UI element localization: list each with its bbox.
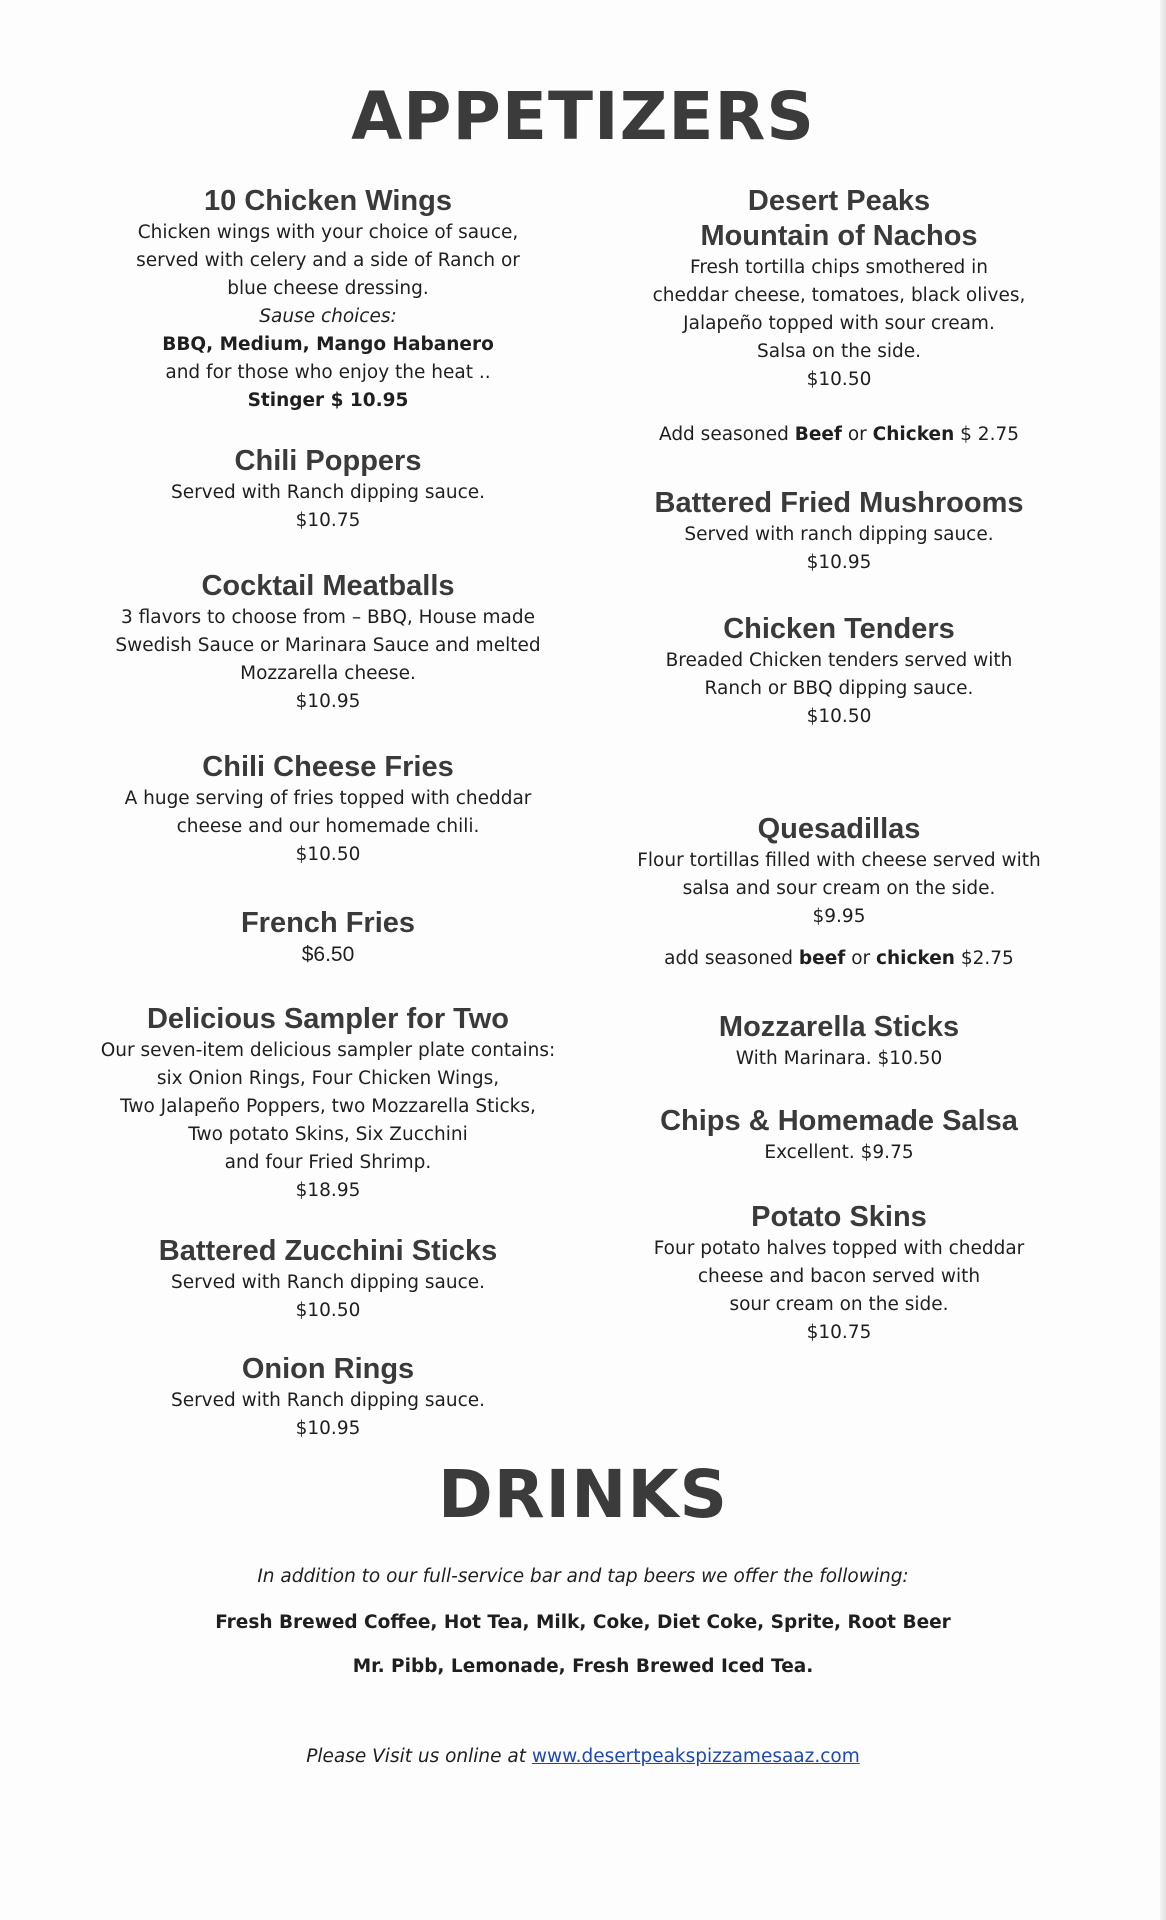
menu-item-battered-zucchini-sticks — [85, 1234, 571, 1325]
item-name: Delicious Sampler for Two — [146, 1003, 510, 1035]
item-name: Cocktail Meatballs — [201, 570, 455, 602]
addon-price: $2.75 — [954, 948, 1014, 969]
item-description-line: With Marinara. $10.50 — [735, 1048, 943, 1069]
drinks-heading: DRINKS — [437, 1456, 729, 1533]
menu-item-chips-and-homemade-salsa — [623, 1104, 1055, 1167]
item-name: Battered Zucchini Sticks — [158, 1235, 498, 1267]
item-description-line: Served with Ranch dipping sauce. — [170, 1390, 486, 1411]
item-description-line: salsa and sour cream on the side. — [682, 878, 996, 899]
item-price: $10.75 — [806, 1322, 872, 1343]
item-price: $6.50 — [301, 943, 355, 966]
item-name-line-2: Mountain of Nachos — [700, 220, 978, 252]
menu-item-mozzarella-sticks — [623, 1010, 1055, 1073]
addon-beef: Beef — [794, 424, 842, 445]
menu-item-10-chicken-wings — [85, 184, 571, 415]
item-description-line: sour cream on the side. — [729, 1294, 949, 1315]
item-description-line: Breaded Chicken tenders served with — [665, 650, 1013, 671]
item-name: Potato Skins — [751, 1201, 927, 1233]
item-description-line: Flour tortillas filled with cheese served with — [637, 850, 1041, 871]
drinks-list-line-2: Mr. Pibb, Lemonade, Fresh Brewed Iced Tea. — [352, 1656, 814, 1677]
item-price: $10.50 — [806, 706, 872, 727]
item-description-line: Sause choices: — [259, 306, 397, 327]
item-price: $10.95 — [295, 1418, 361, 1439]
item-description-line: BBQ, Medium, Mango Habanero — [162, 334, 494, 355]
item-name: Chips & Homemade Salsa — [660, 1105, 1018, 1137]
item-description-line: Fresh tortilla chips smothered in — [690, 257, 988, 278]
drinks-list-line-1: Fresh Brewed Coffee, Hot Tea, Milk, Coke, Diet Coke, Sprite, Root Beer — [215, 1612, 951, 1633]
item-price: $18.95 — [295, 1180, 361, 1201]
item-name: Chili Cheese Fries — [202, 751, 454, 783]
addon-beef: beef — [798, 948, 846, 969]
nachos-addon — [623, 424, 1055, 445]
addon-chicken: chicken — [876, 948, 955, 969]
item-description-line: Swedish Sauce or Marinara Sauce and melted — [115, 635, 541, 656]
menu-item-battered-fried-mushrooms — [623, 486, 1055, 577]
item-description-line: Chicken wings with your choice of sauce, — [137, 222, 519, 243]
menu-item-chicken-tenders — [623, 612, 1055, 731]
menu-item-delicious-sampler-for-two — [85, 1002, 571, 1205]
item-price: $10.95 — [806, 552, 872, 573]
item-description-line: and four Fried Shrimp. — [224, 1152, 432, 1173]
item-description-line: Ranch or BBQ dipping sauce. — [704, 678, 974, 699]
item-description-line: blue cheese dressing. — [227, 278, 429, 299]
item-price: $10.75 — [295, 510, 361, 531]
item-description-line: A huge serving of fries topped with cheddar — [124, 788, 532, 809]
menu-item-french-fries — [85, 906, 571, 969]
item-name: Quesadillas — [757, 813, 921, 845]
item-price: $10.50 — [295, 1300, 361, 1321]
item-name: 10 Chicken Wings — [204, 185, 452, 217]
item-description-line: six Onion Rings, Four Chicken Wings, — [156, 1068, 500, 1089]
item-description-line: Excellent. $9.75 — [764, 1142, 914, 1163]
menu-item-cocktail-meatballs — [85, 569, 571, 716]
item-description-line: Served with Ranch dipping sauce. — [170, 482, 486, 503]
item-description-line: cheddar cheese, tomatoes, black olives, — [652, 285, 1026, 306]
item-description-line: Stinger $ 10.95 — [247, 390, 409, 411]
item-name: Chicken Tenders — [723, 613, 955, 645]
item-price: $10.50 — [295, 844, 361, 865]
drinks-intro: In addition to our full-service bar and tap beers we offer the following: — [257, 1566, 909, 1587]
menu-item-desert-peaks-mountain-of-nachos — [623, 184, 1055, 394]
item-name: Onion Rings — [241, 1353, 415, 1385]
quesadillas-addon — [623, 948, 1055, 969]
item-description-line: served with celery and a side of Ranch or — [136, 250, 520, 271]
item-description-line: Jalapeño topped with sour cream. — [683, 313, 995, 334]
menu-item-quesadillas — [623, 812, 1055, 931]
item-name: Chili Poppers — [234, 445, 422, 477]
item-description-line: Our seven-item delicious sampler plate contains: — [100, 1040, 556, 1061]
item-description-line: Two Jalapeño Poppers, two Mozzarella Sticks, — [120, 1096, 536, 1117]
item-description-line: Salsa on the side. — [756, 341, 922, 362]
item-description-line: Four potato halves topped with cheddar — [653, 1238, 1025, 1259]
visit-text: Please Visit us online at — [306, 1746, 532, 1767]
visit-online — [0, 1746, 1166, 1767]
menu-item-onion-rings — [85, 1352, 571, 1443]
website-link[interactable]: www.desertpeakspizzamesaaz.com — [531, 1746, 860, 1767]
menu-item-chili-cheese-fries — [85, 750, 571, 869]
item-description-line: cheese and bacon served with — [697, 1266, 981, 1287]
addon-or: or — [845, 948, 876, 969]
item-price: $10.95 — [295, 691, 361, 712]
item-price: $10.50 — [806, 369, 872, 390]
item-name: Battered Fried Mushrooms — [654, 487, 1024, 519]
item-name: Desert Peaks — [747, 185, 931, 217]
item-description-line: Served with Ranch dipping sauce. — [170, 1272, 486, 1293]
item-price: $9.95 — [812, 906, 866, 927]
item-description-line: 3 flavors to choose from – BBQ, House made — [120, 607, 536, 628]
menu-item-potato-skins — [623, 1200, 1055, 1347]
item-description-line: Two potato Skins, Six Zucchini — [188, 1124, 468, 1145]
item-description-line: and for those who enjoy the heat .. — [165, 362, 491, 383]
addon-chicken: Chicken — [872, 424, 955, 445]
addon-or: or — [841, 424, 873, 445]
item-description-line: Mozzarella cheese. — [240, 663, 416, 684]
item-name: French Fries — [240, 907, 416, 939]
item-name: Mozzarella Sticks — [718, 1011, 960, 1043]
addon-price: $ 2.75 — [954, 424, 1019, 445]
addon-text: add seasoned — [664, 948, 799, 969]
item-description-line: Served with ranch dipping sauce. — [684, 524, 994, 545]
addon-text: Add seasoned — [658, 424, 795, 445]
item-description-line: cheese and our homemade chili. — [176, 816, 480, 837]
menu-item-chili-poppers — [85, 444, 571, 535]
appetizers-heading: APPETIZERS — [351, 78, 815, 155]
